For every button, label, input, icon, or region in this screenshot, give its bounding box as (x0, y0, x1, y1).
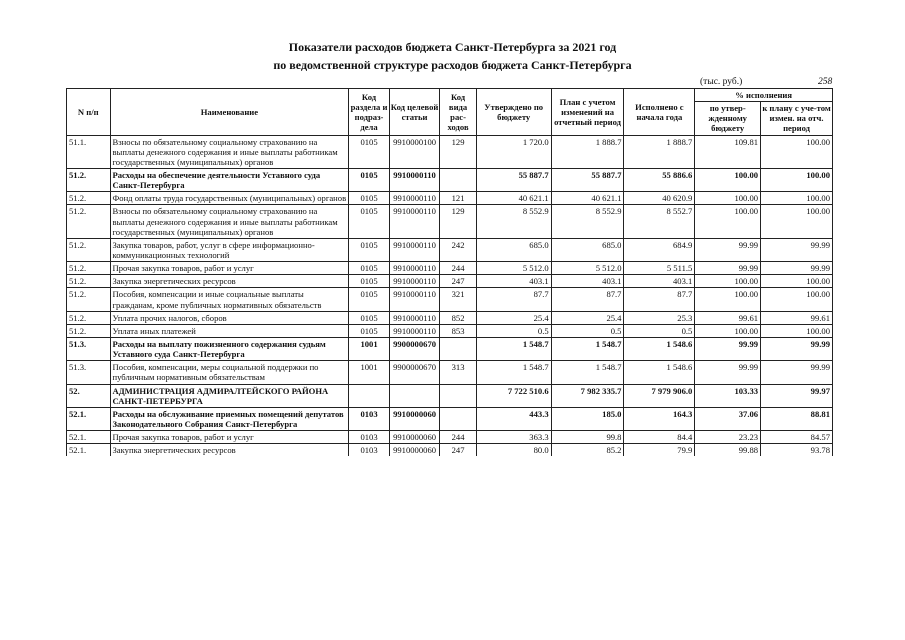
row-executed: 5 511.5 (624, 262, 695, 275)
row-pct-approved: 100.00 (695, 192, 761, 205)
row-pct-approved: 109.81 (695, 135, 761, 168)
report-subtitle: по ведомственной структуре расходов бюджета Санкт-Петербурга (273, 58, 632, 72)
row-section (349, 384, 389, 407)
row-target: 9910000110 (389, 311, 440, 324)
row-executed: 1 548.6 (624, 361, 695, 384)
row-target: 9900000670 (389, 337, 440, 360)
row-kind: 247 (440, 275, 476, 288)
row-plan: 85.2 (551, 444, 624, 457)
row-num: 52. (67, 384, 111, 407)
row-kind: 313 (440, 361, 476, 384)
row-executed: 684.9 (624, 238, 695, 261)
row-section: 0105 (349, 192, 389, 205)
row-num: 51.2. (67, 262, 111, 275)
row-plan: 55 887.7 (551, 168, 624, 191)
table-row (67, 192, 833, 205)
row-plan: 1 548.7 (551, 337, 624, 360)
row-plan: 25.4 (551, 311, 624, 324)
row-executed: 403.1 (624, 275, 695, 288)
row-approved: 1 548.7 (476, 361, 551, 384)
row-pct-approved: 100.00 (695, 288, 761, 311)
row-target: 9910000110 (389, 288, 440, 311)
row-approved: 87.7 (476, 288, 551, 311)
row-executed: 84.4 (624, 431, 695, 444)
row-pct-approved: 100.00 (695, 324, 761, 337)
row-name: Закупка энергетических ресурсов (110, 275, 349, 288)
table-row (67, 311, 833, 324)
row-kind: 242 (440, 238, 476, 261)
row-pct-plan: 99.99 (761, 361, 833, 384)
row-target: 9910000060 (389, 431, 440, 444)
row-section: 0103 (349, 407, 389, 430)
row-target: 9910000110 (389, 168, 440, 191)
row-name: Фонд оплаты труда государственных (муниципальных) органов (110, 192, 349, 205)
table-row (67, 262, 833, 275)
row-executed: 8 552.7 (624, 205, 695, 238)
col-header-kind: Код вида рас-ходов (440, 89, 476, 136)
table-row (67, 288, 833, 311)
row-pct-approved: 99.99 (695, 337, 761, 360)
row-name: Уплата прочих налогов, сборов (110, 311, 349, 324)
row-pct-plan: 100.00 (761, 135, 833, 168)
row-section: 0105 (349, 275, 389, 288)
row-section: 0105 (349, 311, 389, 324)
row-kind (440, 168, 476, 191)
row-num: 51.2. (67, 288, 111, 311)
row-pct-plan: 93.78 (761, 444, 833, 457)
row-kind (440, 384, 476, 407)
row-name: Пособия, компенсации, меры социальной поддержки по публичным нормативным обязательствам (110, 361, 349, 384)
table-row (67, 407, 833, 430)
row-executed: 1 888.7 (624, 135, 695, 168)
row-plan: 0.5 (551, 324, 624, 337)
row-pct-plan: 99.61 (761, 311, 833, 324)
row-name: Взносы по обязательному социальному страхованию на выплаты денежного содержания и иные выплаты работникам государственных (муниципальных) органов (110, 135, 349, 168)
col-header-num: N п/п (67, 89, 111, 136)
row-approved: 40 621.1 (476, 192, 551, 205)
row-name: Расходы на обеспечение деятельности Уставного суда Санкт-Петербурга (110, 168, 349, 191)
row-section: 0105 (349, 324, 389, 337)
row-section: 0105 (349, 288, 389, 311)
row-kind: 321 (440, 288, 476, 311)
row-approved: 443.3 (476, 407, 551, 430)
col-header-section: Код раздела и подраз-дела (349, 89, 389, 136)
table-row (67, 431, 833, 444)
row-pct-approved: 99.61 (695, 311, 761, 324)
row-name: Закупка энергетических ресурсов (110, 444, 349, 457)
row-pct-approved: 37.06 (695, 407, 761, 430)
table-row (67, 384, 833, 407)
row-num: 51.3. (67, 361, 111, 384)
col-header-pct-approved: по утвер-жденному бюджету (695, 102, 761, 135)
row-kind: 244 (440, 431, 476, 444)
row-target: 9910000110 (389, 205, 440, 238)
row-name: Пособия, компенсации и иные социальные выплаты гражданам, кроме публичных нормативных обязательств (110, 288, 349, 311)
row-kind: 244 (440, 262, 476, 275)
row-kind: 129 (440, 205, 476, 238)
row-pct-plan: 84.57 (761, 431, 833, 444)
row-kind: 853 (440, 324, 476, 337)
row-approved: 7 722 510.6 (476, 384, 551, 407)
col-header-pct-group: % исполнения (695, 89, 833, 102)
row-num: 51.2. (67, 205, 111, 238)
row-target: 9910000100 (389, 135, 440, 168)
row-num: 52.1. (67, 444, 111, 457)
col-header-approved: Утверждено по бюджету (476, 89, 551, 136)
row-plan: 87.7 (551, 288, 624, 311)
col-header-target: Код целевой статьи (389, 89, 440, 136)
table-row (67, 444, 833, 457)
row-pct-plan: 99.99 (761, 262, 833, 275)
row-plan: 1 888.7 (551, 135, 624, 168)
row-num: 51.2. (67, 238, 111, 261)
row-approved: 80.0 (476, 444, 551, 457)
table-row (67, 324, 833, 337)
row-section: 1001 (349, 361, 389, 384)
row-plan: 7 982 335.7 (551, 384, 624, 407)
table-row (67, 168, 833, 191)
row-num: 51.2. (67, 168, 111, 191)
row-pct-plan: 100.00 (761, 205, 833, 238)
row-section: 0103 (349, 444, 389, 457)
row-approved: 0.5 (476, 324, 551, 337)
row-pct-plan: 100.00 (761, 324, 833, 337)
row-plan: 685.0 (551, 238, 624, 261)
expenditure-table (66, 88, 833, 456)
table-row (67, 337, 833, 360)
row-pct-plan: 100.00 (761, 275, 833, 288)
row-pct-plan: 88.81 (761, 407, 833, 430)
row-pct-plan: 100.00 (761, 192, 833, 205)
row-approved: 363.3 (476, 431, 551, 444)
row-section: 0105 (349, 135, 389, 168)
row-target: 9910000110 (389, 262, 440, 275)
row-name: Расходы на выплату пожизненного содержания судьям Уставного суда Санкт-Петербурга (110, 337, 349, 360)
row-num: 52.1. (67, 407, 111, 430)
row-target: 9900000670 (389, 361, 440, 384)
row-pct-plan: 99.99 (761, 337, 833, 360)
row-pct-approved: 99.99 (695, 262, 761, 275)
row-kind: 852 (440, 311, 476, 324)
unit-label: (тыс. руб.) (700, 77, 743, 87)
row-executed: 0.5 (624, 324, 695, 337)
row-name: Уплата иных платежей (110, 324, 349, 337)
row-approved: 1 720.0 (476, 135, 551, 168)
row-plan: 99.8 (551, 431, 624, 444)
row-executed: 25.3 (624, 311, 695, 324)
row-kind: 121 (440, 192, 476, 205)
row-executed: 55 886.6 (624, 168, 695, 191)
row-section: 0105 (349, 262, 389, 275)
row-plan: 5 512.0 (551, 262, 624, 275)
row-num: 51.2. (67, 275, 111, 288)
row-approved: 5 512.0 (476, 262, 551, 275)
row-section: 0105 (349, 205, 389, 238)
row-target: 9910000110 (389, 324, 440, 337)
row-section: 0103 (349, 431, 389, 444)
row-pct-approved: 100.00 (695, 205, 761, 238)
row-pct-approved: 99.88 (695, 444, 761, 457)
row-pct-approved: 23.23 (695, 431, 761, 444)
row-name: Закупка товаров, работ, услуг в сфере информационно-коммуникационных технологий (110, 238, 349, 261)
row-target (389, 384, 440, 407)
row-num: 52.1. (67, 431, 111, 444)
page-number: 258 (818, 77, 833, 87)
row-plan: 40 621.1 (551, 192, 624, 205)
row-pct-plan: 99.99 (761, 238, 833, 261)
row-target: 9910000110 (389, 275, 440, 288)
col-header-name: Наименование (110, 89, 349, 136)
col-header-plan: План с учетом изменений на отчетный период (551, 89, 624, 136)
row-kind (440, 337, 476, 360)
row-approved: 403.1 (476, 275, 551, 288)
col-header-executed: Исполнено с начала года (624, 89, 695, 136)
row-approved: 685.0 (476, 238, 551, 261)
row-executed: 79.9 (624, 444, 695, 457)
table-row (67, 205, 833, 238)
row-pct-plan: 100.00 (761, 288, 833, 311)
row-section: 0105 (349, 238, 389, 261)
row-num: 51.2. (67, 324, 111, 337)
row-executed: 40 620.9 (624, 192, 695, 205)
row-name: Прочая закупка товаров, работ и услуг (110, 262, 349, 275)
row-target: 9910000060 (389, 444, 440, 457)
row-approved: 55 887.7 (476, 168, 551, 191)
row-target: 9910000110 (389, 192, 440, 205)
row-approved: 8 552.9 (476, 205, 551, 238)
row-plan: 8 552.9 (551, 205, 624, 238)
col-header-pct-plan: к плану с уче-том измен. на отч. период (762, 103, 831, 134)
row-executed: 1 548.6 (624, 337, 695, 360)
report-title: Показатели расходов бюджета Санкт-Петербурга за 2021 год (288, 40, 617, 54)
row-name: АДМИНИСТРАЦИЯ АДМИРАЛТЕЙСКОГО РАЙОНА САНКТ-ПЕТЕРБУРГА (110, 384, 349, 407)
row-pct-approved: 103.33 (695, 384, 761, 407)
row-kind (440, 407, 476, 430)
row-pct-plan: 100.00 (761, 168, 833, 191)
row-pct-plan: 99.97 (761, 384, 833, 407)
row-plan: 185.0 (551, 407, 624, 430)
row-pct-approved: 99.99 (695, 361, 761, 384)
row-approved: 25.4 (476, 311, 551, 324)
row-pct-approved: 99.99 (695, 238, 761, 261)
row-name: Расходы на обслуживание приемных помещений депутатов Законодательного Собрания Санкт-Петербурга (110, 407, 349, 430)
row-kind: 247 (440, 444, 476, 457)
table-row (67, 238, 833, 261)
row-target: 9910000110 (389, 238, 440, 261)
row-num: 51.1. (67, 135, 111, 168)
row-pct-approved: 100.00 (695, 275, 761, 288)
table-row (67, 135, 833, 168)
row-target: 9910000060 (389, 407, 440, 430)
row-num: 51.2. (67, 192, 111, 205)
row-pct-approved: 100.00 (695, 168, 761, 191)
row-section: 0105 (349, 168, 389, 191)
row-approved: 1 548.7 (476, 337, 551, 360)
row-name: Взносы по обязательному социальному страхованию на выплаты денежного содержания и иные выплаты работникам государственных (муниципальных) органов (110, 205, 349, 238)
table-row (67, 275, 833, 288)
row-plan: 1 548.7 (551, 361, 624, 384)
row-kind: 129 (440, 135, 476, 168)
row-executed: 164.3 (624, 407, 695, 430)
row-plan: 403.1 (551, 275, 624, 288)
row-section: 1001 (349, 337, 389, 360)
row-name: Прочая закупка товаров, работ и услуг (110, 431, 349, 444)
row-num: 51.3. (67, 337, 111, 360)
row-executed: 7 979 906.0 (624, 384, 695, 407)
row-executed: 87.7 (624, 288, 695, 311)
row-num: 51.2. (67, 311, 111, 324)
table-row (67, 361, 833, 384)
